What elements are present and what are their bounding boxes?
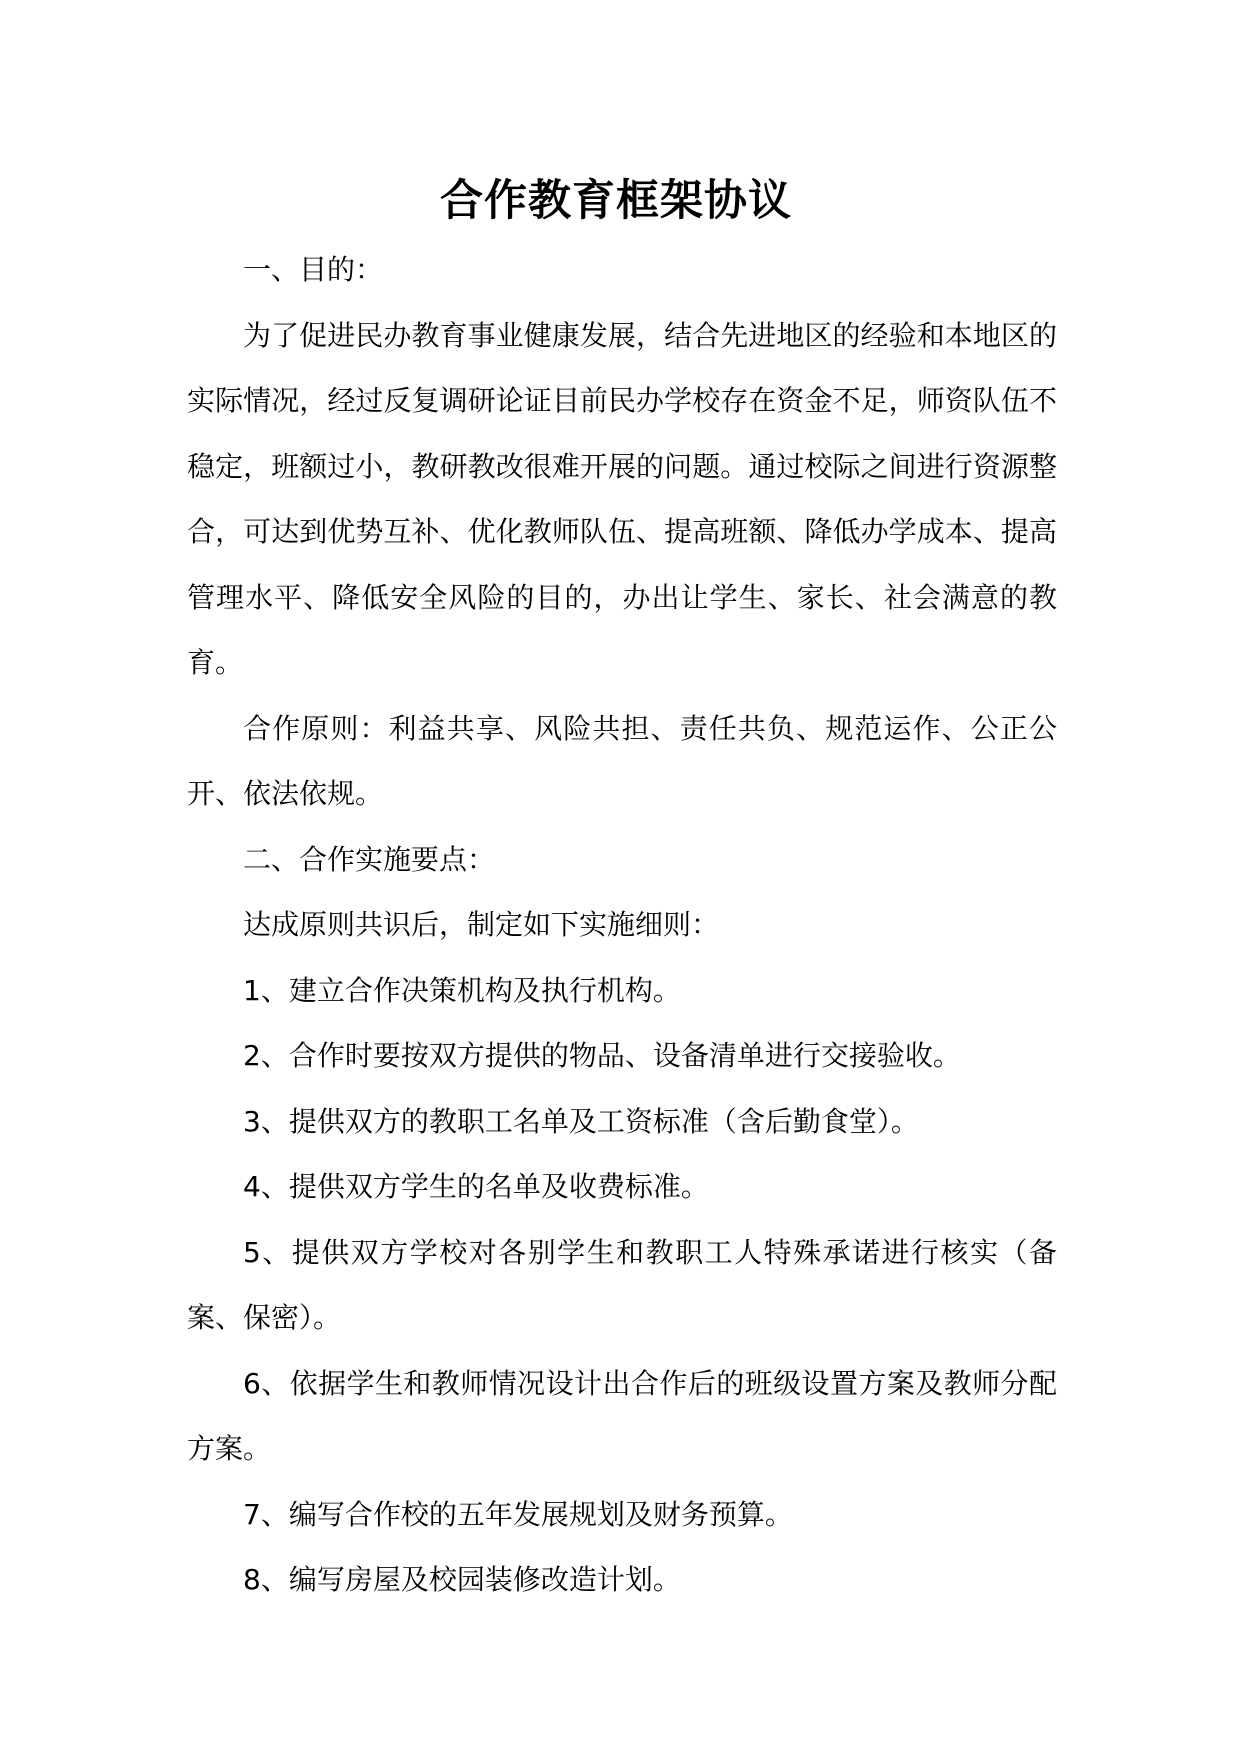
cooperation-principles-paragraph: 合作原则：利益共享、风险共担、责任共负、规范运作、公正公开、依法依规。	[187, 711, 1057, 810]
implementation-intro-paragraph: 达成原则共识后，制定如下实施细则：	[243, 908, 720, 941]
list-item: 8、编写房屋及校园装修改造计划。	[243, 1563, 681, 1596]
list-item: 7、编写合作校的五年发展规划及财务预算。	[243, 1497, 793, 1531]
section-heading-implementation: 二、合作实施要点：	[243, 842, 496, 876]
list-item: 4、提供双方学生的名单及收费标准。	[243, 1170, 709, 1203]
list-item: 5、提供双方学校对各别学生和教职工人特殊承诺进行核实（备案、保密）。	[187, 1235, 1057, 1334]
document-body	[187, 237, 1057, 1613]
purpose-paragraph: 为了促进民办教育事业健康发展，结合先进地区的经验和本地区的实际情况，经过反复调研论证目前民办学校存在资金不足，师资队伍不稳定，班额过小，教研教改很难开展的问题。通过校际之间进行资源整合，可达到优势互补、优化教师队伍、提高班额、降低办学成本、提高管理水平、降低安全风险的目的，办出让学生、家长、社会满意的教育。	[187, 318, 1057, 679]
list-item: 6、依据学生和教师情况设计出合作后的班级设置方案及教师分配方案。	[187, 1366, 1057, 1465]
document-page	[187, 165, 1057, 1613]
list-item: 2、合作时要按双方提供的物品、设备清单进行交接验收。	[243, 1039, 961, 1072]
document-title: 合作教育框架协议	[440, 176, 792, 226]
list-item: 1、建立合作决策机构及执行机构。	[243, 973, 681, 1007]
list-item: 3、提供双方的教职工名单及工资标准（含后勤食堂）。	[243, 1104, 919, 1138]
section-heading-purpose: 一、目的：	[243, 253, 384, 286]
